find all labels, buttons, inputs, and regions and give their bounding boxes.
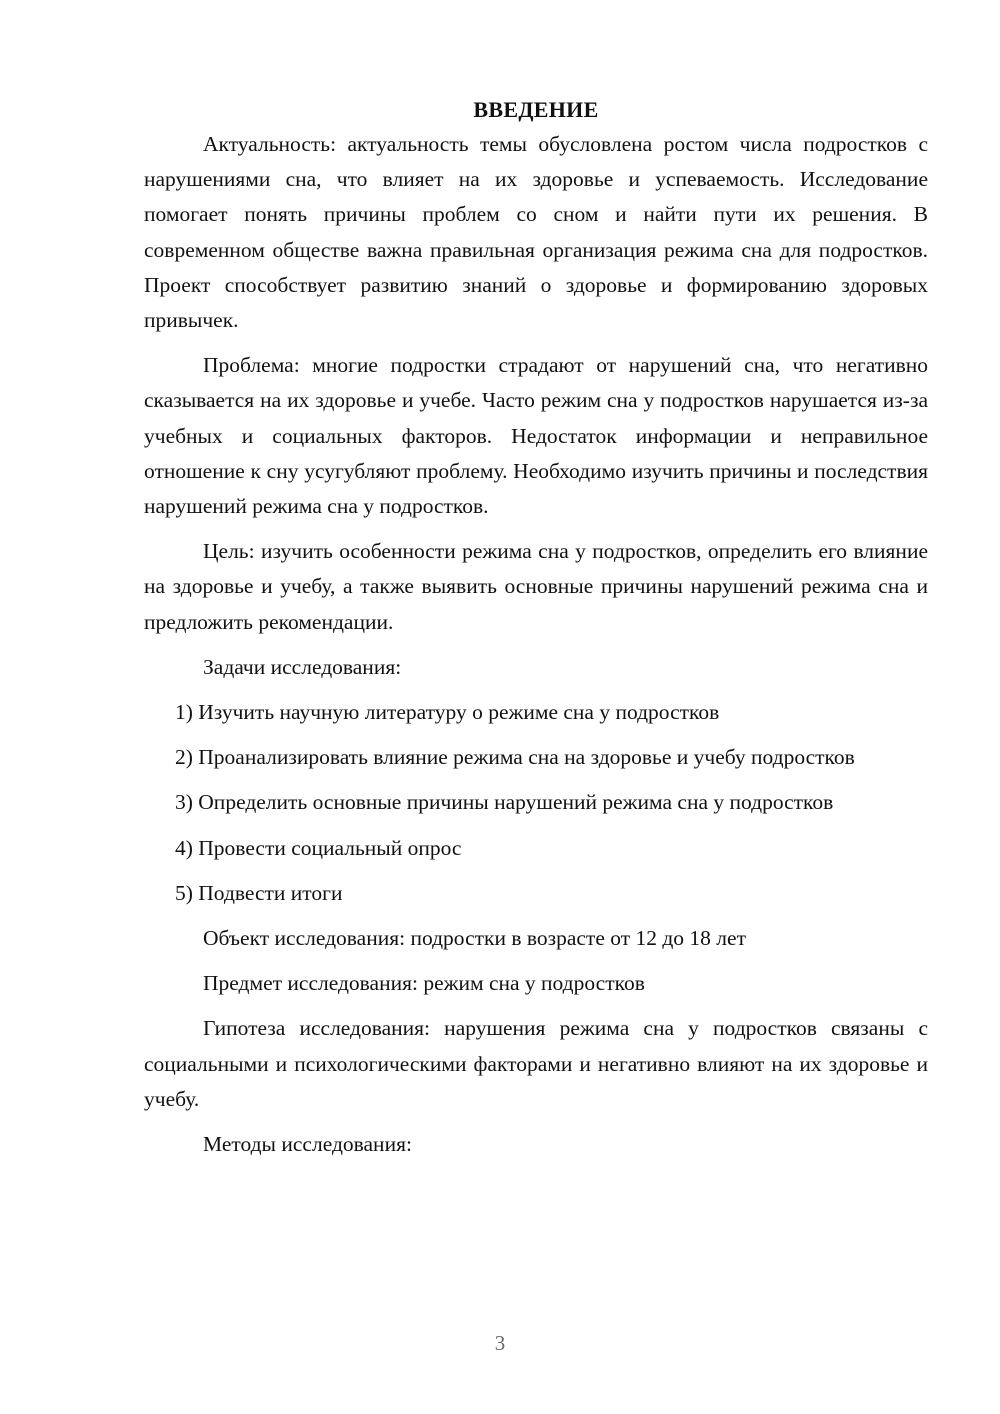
- goal-paragraph: Цель: изучить особенности режима сна у подростков, определить его влияние на здоровье и учебу, а также выявить основные причины нарушений режима сна и предложить рекомендации.: [144, 539, 928, 634]
- page-number: 3: [494, 1331, 506, 1355]
- methods-heading: Методы исследования:: [203, 1132, 412, 1157]
- task-item-4: 4) Провести социальный опрос: [175, 835, 462, 860]
- task-item-5: 5) Подвести итоги: [175, 880, 343, 905]
- hypothesis-paragraph: Гипотеза исследования: нарушения режима сна у подростков связаны с социальными и психологическими факторами и негативно влияют на их здоровье и учебу.: [144, 1016, 928, 1111]
- task-item-2: 2) Проанализировать влияние режима сна на здоровье и учебу подростков: [175, 745, 855, 770]
- section-title: ВВЕДЕНИЕ: [473, 97, 599, 122]
- tasks-heading: Задачи исследования:: [203, 654, 402, 679]
- relevance-paragraph: Актуальность: актуальность темы обусловлена ростом числа подростков с нарушениями сна, что влияет на их здоровье и успеваемость. Исследование помогает понять причины проблем со сном и найти пути их решения. В современном обществе важна правильная организация режима сна для подростков. Проект способствует развитию знаний о здоровье и формированию здоровых привычек.: [144, 132, 928, 333]
- problem-paragraph: Проблема: многие подростки страдают от нарушений сна, что негативно сказывается на их здоровье и учебе. Часто режим сна у подростков нарушается из-за учебных и социальных факторов. Недостаток информации и неправильное отношение к сну усугубляют проблему. Необходимо изучить причины и последствия нарушений режима сна у подростков.: [144, 353, 928, 519]
- subject-paragraph: Предмет исследования: режим сна у подростков: [203, 971, 645, 996]
- task-item-1: 1) Изучить научную литературу о режиме сна у подростков: [175, 700, 720, 725]
- document-page: [144, 92, 928, 1172]
- object-paragraph: Объект исследования: подростки в возрасте от 12 до 18 лет: [203, 926, 746, 951]
- task-item-3: 3) Определить основные причины нарушений режима сна у подростков: [175, 790, 834, 815]
